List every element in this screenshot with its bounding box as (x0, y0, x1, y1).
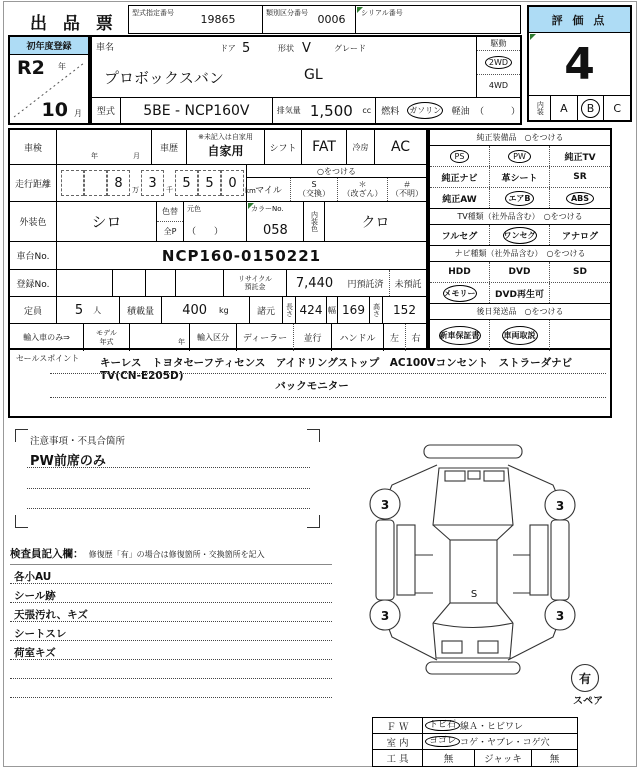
inspector-note: 修復歴「有」の場合は修復箇所・交換箇所を記入 (88, 550, 265, 559)
interior-grade-b (578, 96, 605, 120)
tv-oneseg (490, 225, 550, 245)
navi-type-row-1 (430, 262, 610, 283)
mark-unknown-symbol: ＃ (403, 179, 411, 189)
equipment-row-2 (430, 167, 610, 188)
drive-2wd-text: 2WD (488, 58, 509, 67)
equip-navi: 純正ナビ (430, 167, 490, 187)
row-chassis (10, 242, 426, 270)
interior-grade-label-text: 内装 (536, 101, 545, 115)
ship-manual-text: 車両取説 (503, 331, 536, 340)
sales-point-line1: キーレス トヨタセーフティセンス アイドリングストップ AC100Vコンセント ストラーダナビTV(CN-E205D) (100, 357, 573, 382)
interior-color-label (304, 202, 325, 241)
navi-memory-circle (443, 285, 477, 302)
model-year-unit: 年 (178, 338, 185, 346)
door-value: 5 (242, 41, 251, 56)
notice-rule1 (27, 467, 310, 468)
type-code-field (128, 5, 263, 34)
recycle-unit: 円預託済 (342, 270, 390, 296)
registration-year: R2 (17, 57, 45, 79)
mark-unknown (388, 178, 426, 201)
color-no-label: カラーNo. (251, 205, 284, 213)
notice-corner-bl (15, 515, 28, 528)
inspector-item-blank (10, 679, 332, 698)
length-label-text: 長さ (285, 303, 294, 317)
fw-label: Ｆ Ｗ (373, 718, 423, 733)
notice-label: 注意事項・不具合箇所 (30, 436, 126, 447)
height-label (370, 297, 383, 323)
fuel-label: 燃料 (375, 98, 404, 123)
ship-warranty (430, 320, 490, 351)
shift-value: FAT (302, 130, 347, 164)
height-label-text: 高さ (372, 303, 381, 317)
left-door-panel (397, 525, 415, 595)
spare-text: 有 (578, 672, 592, 686)
drive-4wd: 4WD (477, 74, 520, 96)
model-year-label-line2: 年式 (99, 337, 114, 346)
capacity-value: 5 (74, 302, 84, 318)
mileage-man-unit: 万 (132, 186, 139, 194)
equip-ps-text: PS (454, 151, 465, 161)
row-color (10, 202, 426, 242)
sales-point-rule1 (50, 373, 606, 374)
fuel-diesel: 軽油 (451, 107, 470, 117)
equip-airbag (490, 188, 550, 208)
mirror-center (468, 471, 480, 479)
vehicle-box (90, 35, 522, 125)
color-label: 外装色 (10, 202, 57, 241)
shaken-label: 車検 (10, 130, 57, 164)
shape-label: 形状 (278, 44, 294, 53)
body-mark-s: S (470, 589, 478, 600)
fuel-gasoline-text: ガソリン (409, 106, 442, 115)
sheet-title: 出 品 票 (30, 14, 118, 34)
handle-right: 右 (411, 334, 421, 344)
equipment-table (428, 128, 612, 350)
mileage-digit-4: 3 (141, 170, 164, 196)
tool-value-1: 無 (423, 750, 475, 766)
fuel-gasoline (404, 98, 446, 123)
recycle-label-line1: リサイクル (237, 274, 273, 283)
c-pillar-left (433, 603, 450, 623)
reg-no-divider (175, 270, 176, 296)
mileage-digits (57, 165, 256, 201)
row-capacity (10, 297, 426, 324)
handle-left: 左 (384, 324, 406, 351)
fuel-paren: （ ） (474, 107, 520, 117)
navi-empty-cell (550, 283, 610, 303)
tail-light-right (478, 641, 498, 653)
tv-type-row (430, 225, 610, 246)
tire-depth-rl: 3 (380, 609, 390, 623)
color-no-cell (247, 202, 304, 241)
vehicle-bottom-row (92, 97, 520, 123)
spare-label: スペア (573, 696, 603, 707)
mark-unknown-text: （不明） (391, 188, 423, 198)
type-code-value: 19865 (200, 13, 236, 26)
inspector-block (10, 542, 332, 698)
a-pillar-right (497, 525, 513, 540)
inspector-item: 各小AU (10, 565, 332, 584)
cabin-values (423, 734, 577, 749)
registration-box (8, 35, 90, 125)
evaluation-score-value: 4 (564, 38, 595, 90)
mark-mile: マイル (247, 178, 291, 201)
equip-airbag-circle (505, 191, 533, 206)
fuel-gasoline-circle (407, 102, 443, 119)
shaken-date-cell (57, 130, 152, 164)
evaluation-box (527, 5, 632, 122)
navi-dvd-play: DVD再生可 (490, 283, 550, 303)
equip-pw (490, 146, 550, 166)
mark-swap (291, 178, 338, 201)
registration-month: 10 (41, 99, 68, 121)
c-pillar-right (497, 603, 513, 623)
mark-tampered-text: （改ざん） (342, 188, 383, 198)
cabin-rest: コゲ・ヤブレ・コゲ穴 (460, 738, 550, 748)
registration-month-unit: 月 (74, 109, 82, 118)
equip-tv: 純正TV (564, 152, 596, 163)
equip-airbag-text: エアB (508, 193, 531, 203)
reg-no-cells (57, 270, 224, 296)
tool-label: 工 具 (373, 750, 423, 766)
model-year-label-line1: モデル (96, 329, 117, 338)
ship-manual (490, 320, 550, 351)
model-code-label: 型式 (92, 98, 121, 123)
mileage-digit-2 (84, 170, 107, 196)
drive-2wd-circle (485, 56, 512, 69)
interior-color-value: クロ (361, 214, 390, 231)
import-dealer: ディーラー (237, 324, 294, 351)
tool-value-3: 無 (549, 754, 560, 765)
ship-warranty-text: 新車保証書 (439, 331, 480, 340)
interior-grade-a: A (551, 96, 578, 120)
evaluation-header: 評 価 点 (529, 7, 630, 33)
row-import (10, 324, 426, 351)
interior-grade-b-circle (581, 99, 600, 118)
drive-label: 駆動 (477, 37, 520, 51)
reg-no-divider (112, 270, 113, 296)
inspector-item: シートスレ (10, 622, 332, 641)
condition-table (372, 717, 578, 767)
mileage-digit-5: 5 (175, 170, 198, 196)
right-door-panel (530, 525, 548, 595)
interior-grade-row (529, 95, 630, 120)
car-outline (370, 445, 599, 692)
shaken-year-unit: 年 (91, 152, 98, 160)
rear-window (433, 623, 513, 628)
door-label: ドア (220, 44, 236, 53)
condition-row-tool (373, 750, 577, 766)
all-paint-label: 全P (163, 227, 177, 236)
sales-point-line2: バックモニター (275, 380, 349, 392)
navi-hdd: HDD (430, 262, 490, 282)
equip-abs-circle (566, 192, 594, 205)
color-no-value: 058 (263, 223, 288, 238)
recycle-label-line2: 預託金 (244, 283, 266, 291)
fw-values (423, 718, 577, 733)
cabin-label: 室 内 (373, 734, 423, 749)
navi-memory (430, 283, 490, 303)
width-label: 幅 (327, 297, 338, 323)
load-unit: kg (219, 305, 229, 315)
notice-line1: PW前席のみ (30, 454, 106, 469)
later-ship-header: 後日発送品 ○をつける (430, 304, 610, 320)
registration-header: 初年度登録 (10, 37, 88, 55)
ac-value: AC (390, 139, 411, 155)
navi-type-row-2 (430, 283, 610, 304)
interior-color-label-text: 内装色 (310, 211, 319, 232)
navi-sd: SD (573, 267, 587, 277)
mark-tampered (338, 178, 388, 201)
equip-ps (430, 146, 490, 166)
shaken-month-unit: 月 (133, 152, 140, 160)
color-value: シロ (57, 202, 157, 241)
mileage-km-unit: km (245, 187, 256, 195)
mileage-digit-3: 8 (107, 170, 130, 196)
import-type-label: 輸入区分 (190, 324, 237, 351)
cell-marker-icon (530, 34, 536, 40)
condition-row-cabin (373, 734, 577, 750)
mileage-marks-cells (247, 178, 426, 201)
ac-label: 冷房 (347, 130, 375, 164)
mark-swap-text: （交換） (298, 188, 330, 198)
capacity-label: 定員 (10, 297, 57, 323)
front-bumper (424, 445, 522, 458)
row-reg-no (10, 270, 426, 297)
drive-2wd (477, 51, 520, 74)
shift-label: シフト (265, 130, 302, 164)
vehicle-name-value: プロボックスバン (104, 69, 224, 87)
notice-rule2 (27, 488, 310, 489)
equip-abs-text: ABS (570, 193, 590, 203)
notice-corner-tl (15, 429, 28, 442)
width-value: 169 (338, 297, 370, 323)
mileage-digit-1 (61, 170, 84, 196)
inspector-item: 天張汚れ、キズ (10, 603, 332, 622)
fw-selected: トビ石 (425, 720, 460, 732)
condition-row-fw (373, 718, 577, 734)
original-color-paren: （ ） (187, 227, 224, 237)
mileage-sen-unit: 千 (166, 186, 173, 194)
top-fields (128, 5, 521, 34)
serial-label: シリアル番号 (361, 9, 403, 17)
mark-swap-symbol: S (311, 179, 317, 189)
reg-no-divider (145, 270, 146, 296)
tv-oneseg-circle (503, 227, 537, 244)
right-outer-sill (551, 520, 569, 600)
height-value: 152 (393, 303, 416, 317)
tool-value-2: ジャッキ (475, 750, 532, 766)
notice-corner-br (307, 515, 320, 528)
capacity-unit: 人 (93, 305, 102, 315)
fw-rest: 線Ａ・ヒビワレ (460, 722, 524, 732)
interior-grade-b-text: B (586, 101, 595, 115)
mileage-digit-7: 0 (221, 170, 244, 196)
shape-value: V (302, 41, 311, 56)
chassis-label: 車台No. (10, 242, 57, 269)
spec-label: 諸元 (250, 297, 283, 323)
tire-depth-rr: 3 (555, 609, 565, 623)
sales-point-block (8, 350, 612, 418)
class-code-field (262, 5, 356, 34)
tail-light-left (442, 641, 462, 653)
interior-grade-label (529, 96, 551, 120)
inspector-item: 荷室キズ (10, 641, 332, 660)
notice-corner-tr (307, 429, 320, 442)
navi-memory-text: メモリー (443, 288, 476, 298)
recycle-alt: 未預託 (394, 279, 422, 290)
mileage-label: 走行距離 (10, 165, 57, 201)
load-value: 400 (182, 302, 208, 318)
inspector-label: 検査員記入欄： (10, 548, 84, 560)
recycle-value: 7,440 (295, 275, 334, 291)
sales-point-rule2 (50, 397, 606, 398)
equip-pw-circle (508, 150, 531, 163)
evaluation-score (529, 33, 630, 95)
class-code-value: 0006 (317, 13, 346, 26)
tv-type-header: TV種類（社外品含む） ○をつける (430, 209, 610, 225)
tv-oneseg-text: ワンセグ (503, 230, 536, 240)
load-label: 積載量 (120, 297, 162, 323)
car-diagram (340, 425, 640, 715)
cell-marker-icon (357, 7, 363, 13)
model-code-value: 5BE - NCP160V (143, 102, 250, 119)
rear-bumper (426, 662, 520, 674)
handle-label: ハンドル (332, 324, 384, 351)
displacement-value: 1,500 (309, 101, 353, 120)
type-code-label: 型式指定番号 (132, 9, 174, 17)
tv-fullseg: フルセグ (430, 225, 490, 245)
history-value: 自家用 (207, 144, 244, 158)
model-year-cell (130, 324, 190, 351)
notice-box (15, 429, 320, 528)
import-only-label: 輸入車のみ⇒ (10, 324, 84, 351)
import-parallel: 並行 (294, 324, 332, 351)
equip-aw: 純正AW (430, 188, 490, 208)
later-ship-row (430, 320, 610, 351)
tire-depth-fl: 3 (380, 498, 390, 512)
equipment-row-3 (430, 188, 610, 209)
row-shaken (10, 130, 426, 165)
mileage-marks-header: ○をつける (247, 165, 426, 178)
reg-no-label: 登録No. (10, 270, 57, 296)
cabin-selected: ヨゴレ (425, 736, 460, 748)
navi-dvd: DVD (490, 262, 550, 282)
equip-abs (550, 188, 610, 208)
history-note: ※未記入は自家用 (198, 133, 253, 141)
equip-ps-circle (450, 150, 470, 163)
left-outer-sill (376, 520, 394, 600)
inspector-item: シール跡 (10, 584, 332, 603)
navi-type-header: ナビ種類（社外品含む） ○をつける (430, 246, 610, 262)
tv-analog: アナログ (561, 231, 598, 242)
history-label: 車歴 (152, 130, 187, 164)
class-code-label: 類別区分番号 (266, 9, 308, 17)
ship-manual-circle (502, 326, 538, 345)
equip-sr: SR (573, 172, 587, 182)
sales-point-label: セールスポイント (16, 354, 80, 363)
inspector-item-blank (10, 660, 332, 679)
original-color-cell (184, 202, 247, 241)
mileage-digit-6: 5 (198, 170, 221, 196)
equip-pw-text: PW (513, 151, 526, 161)
displacement-unit: cc (362, 106, 372, 115)
ship-warranty-circle (439, 326, 481, 345)
serial-field (355, 5, 521, 34)
tire-depth-fr: 3 (555, 499, 565, 513)
mileage-marks (247, 165, 426, 201)
drive-column (476, 37, 520, 97)
chassis-value: NCP160-0150221 (161, 246, 322, 265)
a-pillar-left (433, 525, 450, 540)
color-change-label: 色替 (157, 202, 183, 222)
length-value: 424 (296, 297, 327, 323)
grade-value: GL (304, 67, 323, 83)
equip-leather: 革シート (490, 167, 550, 187)
model-year-label (84, 324, 130, 351)
mark-tampered-symbol: ＊ (358, 179, 367, 189)
registration-body (10, 55, 88, 123)
original-color-label: 元色 (187, 205, 201, 213)
equipment-row-1 (430, 146, 610, 167)
ship-empty-cell (550, 320, 610, 351)
grade-label: グレード (334, 44, 366, 53)
visor-right (484, 471, 504, 481)
row-mileage (10, 165, 426, 202)
length-label (283, 297, 296, 323)
load-cell (162, 297, 250, 323)
recycle-label (224, 270, 287, 296)
interior-grade-c: C (613, 101, 622, 115)
registration-year-unit: 年 (58, 62, 66, 71)
capacity-cell (57, 297, 120, 323)
color-change-cell (157, 202, 184, 241)
history-cell (187, 130, 265, 164)
visor-left (445, 471, 465, 481)
serial-value (403, 6, 520, 33)
displacement-label: 排気量 (272, 98, 305, 123)
main-table (8, 128, 428, 350)
equipment-header: 純正装備品 ○をつける (430, 130, 610, 146)
notice-rule3 (27, 508, 310, 509)
vehicle-name-label: 車名 (96, 43, 115, 53)
